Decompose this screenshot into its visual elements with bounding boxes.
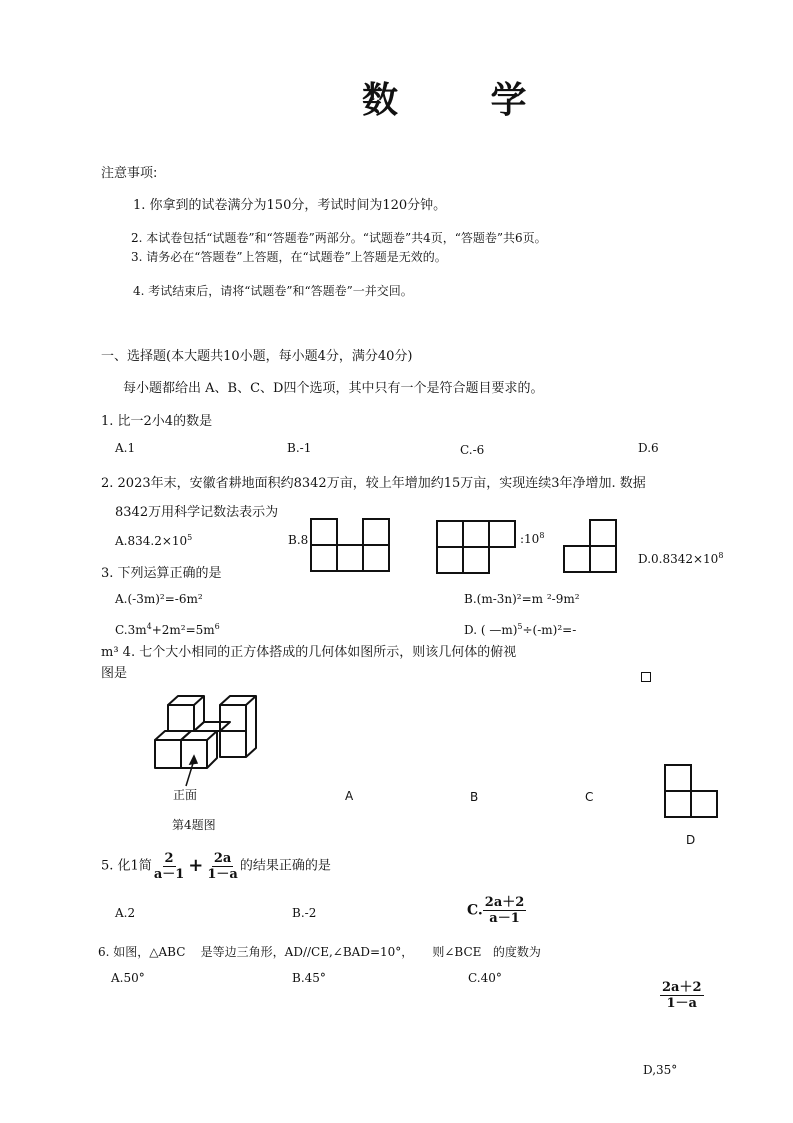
q3-option-d: D. ( —m)$^5$÷(-m)²=- — [464, 622, 577, 637]
q1-option-d: D.6 — [638, 441, 659, 455]
q5-option-a: A.2 — [115, 906, 136, 920]
q4-option-b-label: B — [470, 790, 479, 804]
q3-stem: 3. 下列运算正确的是 — [101, 566, 222, 581]
cubes-3d-figure — [150, 690, 265, 772]
top-view-figure-b — [310, 518, 392, 574]
q4-option-d-label: D — [686, 833, 696, 847]
notice-item-1: 1. 你拿到的试卷满分为150分，考试时间为120分钟。 — [133, 198, 447, 213]
q2-stem-line2: 8342万用科学记数法表示为 — [115, 505, 279, 520]
q5-option-b: B.-2 — [292, 906, 317, 920]
q6-stem: 6. 如图，△ABC 是等边三角形，AD//CE,∠BAD=10°， 则∠BCE 的度数为 — [98, 945, 541, 959]
q1-option-c: C.-6 — [460, 443, 485, 457]
q2-option-d: $D.0.8342\times 10^8$ — [638, 551, 724, 566]
q3-option-b: B.(m-3n)²=m ²-9m² — [464, 592, 580, 606]
q2-option-c: $:10^8$ — [520, 531, 545, 546]
q4-figure-caption: 第4题图 — [172, 818, 216, 832]
q1-option-b: B.-1 — [287, 441, 312, 455]
q5-stem: 5. 化1简 $\frac{2}{a-1}$ + $\frac{2a}{1-a}$ 的结果正确的是 — [101, 850, 331, 882]
q5-option-c: C. $\frac{2a+2}{a-1}$ — [467, 895, 525, 926]
top-view-figure-d-small — [562, 519, 620, 575]
q3-option-c: $C.3m^4+2m^2=5m^6$ — [115, 622, 220, 637]
notice-item-4: 4. 考试结束后，请将“试题卷”和“答题卷”一并交回。 — [133, 284, 413, 298]
q4-option-d-figure — [663, 764, 721, 820]
q3-option-a: A.(-3m)²=-6m² — [115, 592, 203, 606]
notice-item-2: 2. 本试卷包括“试题卷”和“答题卷”两部分。“试题卷”共4页，“答题卷”共6页。 — [131, 231, 547, 245]
q6-option-a: A.50° — [111, 971, 145, 985]
q2-option-b: B.8 — [288, 533, 309, 547]
q4-stem-line2: 图是 — [101, 666, 128, 681]
top-view-figure-c — [436, 520, 520, 576]
q5-fraction-1: $\frac{2}{a-1}$ — [153, 850, 185, 882]
notice-item-3: 3. 请务必在“答题卷”上答题，在“试题卷”上答题是无效的。 — [131, 250, 447, 264]
q6-option-b: B.45° — [292, 971, 326, 985]
q6-option-d: D,35° — [643, 1063, 678, 1077]
q6-option-c: C.40° — [468, 971, 502, 985]
front-view-label: 正面 — [173, 788, 198, 802]
notice-heading: 注意事项: — [101, 166, 158, 181]
small-square — [641, 672, 651, 682]
q1-option-a: A.1 — [115, 441, 136, 455]
section1-heading: 一、选择题(本大题共10小题，每小题4分，满分40分) — [101, 349, 413, 364]
q4-option-c-label: C — [585, 790, 594, 804]
q5-fraction-2: $\frac{2a}{1-a}$ — [207, 850, 238, 882]
page-title: 数 学 — [362, 80, 567, 121]
q2-stem-line1: 2. 2023年末，安徽省耕地面积约8342万亩，较上年增加约15万亩，实现连续3年净增加. 数据 — [101, 476, 646, 491]
q4-option-a-label: A — [345, 789, 354, 803]
q4-stem-line1: m³ 4. 七个大小相同的正方体搭成的几何体如图所示，则该几何体的俯视 — [101, 645, 517, 660]
section1-intro: 每小题都给出 A、B、C、D四个选项，其中只有一个是符合题目要求的。 — [123, 381, 544, 396]
q1-stem: 1. 比一2小4的数是 — [101, 414, 213, 429]
q5-option-d-fraction: $\frac{2a+2}{1-a}$ — [662, 980, 702, 1011]
q2-option-a: $A.834.2\times 10^5$ — [115, 533, 193, 548]
